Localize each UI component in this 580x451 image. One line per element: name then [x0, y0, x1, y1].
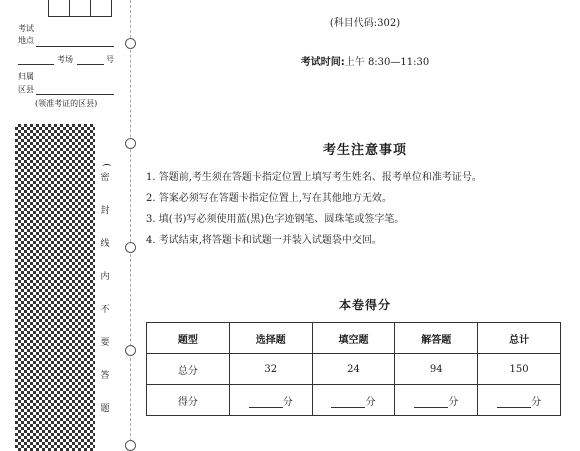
- subject-code: (科目代码:302): [329, 18, 401, 29]
- exam-site-label-2: 地点: [18, 36, 34, 45]
- notice-item: 2. 答案必须写在答题卡指定位置上,写在其他地方无效。: [146, 193, 392, 204]
- score-table: [146, 322, 561, 416]
- table-cell: 94: [395, 354, 478, 385]
- seal-char: (: [101, 163, 111, 167]
- exam-time-value: 上午 8:30—11:30: [344, 57, 430, 68]
- unit-label: 分: [365, 396, 376, 408]
- notice-item: 1. 答题前,考生须在答题卡指定位置上填写考生姓名、报考单位和准考证号。: [146, 172, 482, 183]
- score-title: 本卷得分: [338, 298, 391, 312]
- table-row: [147, 354, 561, 385]
- seal-char: 不: [100, 305, 110, 315]
- binding-hole: [125, 38, 136, 49]
- notice-title: 考生注意事项: [322, 143, 407, 158]
- notice-item: 3. 填(书)写必须使用蓝(黑)色字迹钢笔、圆珠笔或签字笔。: [146, 214, 405, 225]
- binding-hole: [125, 440, 136, 451]
- score-blank-cell[interactable]: [478, 385, 561, 416]
- table-cell: 得分: [147, 385, 230, 416]
- number-blank[interactable]: [77, 64, 104, 65]
- unit-label: 分: [282, 396, 293, 408]
- seal-char: 答: [100, 371, 110, 381]
- table-cell: 总分: [147, 354, 230, 385]
- table-cell: 24: [312, 354, 395, 385]
- table-cell: 32: [229, 354, 312, 385]
- seal-char: 要: [100, 338, 110, 348]
- district-label: 归属: [18, 72, 34, 81]
- number-label: 号: [106, 55, 114, 64]
- exam-site-label: 考试: [18, 24, 34, 33]
- column-header: 题型: [147, 323, 230, 354]
- exam-time: [150, 53, 580, 68]
- seal-char: 内: [100, 272, 110, 282]
- score-blank-cell[interactable]: [312, 385, 395, 416]
- unit-label: 分: [531, 396, 542, 408]
- binding-hole: [125, 138, 136, 149]
- binding-line: [130, 0, 131, 451]
- column-header: 总计: [478, 323, 561, 354]
- score-blank-cell[interactable]: [229, 385, 312, 416]
- exam-site-blank[interactable]: [36, 46, 114, 47]
- seal-char: 题: [100, 404, 110, 414]
- column-header: 解答题: [395, 323, 478, 354]
- candidate-id-boxes: [48, 0, 112, 17]
- column-header: 填空题: [312, 323, 395, 354]
- seal-line-notice: [99, 158, 111, 436]
- district-note: (领准考证的区县): [35, 99, 98, 108]
- district-label-2: 区县: [18, 85, 34, 94]
- score-blank-cell[interactable]: [395, 385, 478, 416]
- district-blank[interactable]: [36, 94, 114, 95]
- exam-time-label: 考试时间:: [300, 57, 345, 68]
- table-row: [147, 385, 561, 416]
- seal-char: 线: [100, 239, 110, 249]
- room-label: 考场: [57, 55, 73, 64]
- seal-char: 封: [100, 206, 110, 216]
- binding-hole: [125, 345, 136, 356]
- seal-char: 密: [100, 173, 110, 183]
- notice-list: [146, 167, 576, 251]
- unit-label: 分: [448, 396, 459, 408]
- room-blank[interactable]: [18, 64, 54, 65]
- table-header-row: [147, 323, 561, 354]
- table-cell: 150: [478, 354, 561, 385]
- binding-hole: [125, 242, 136, 253]
- security-pattern: [15, 124, 95, 451]
- column-header: 选择题: [229, 323, 312, 354]
- notice-item: 4. 考试结束,将答题卡和试题一并装入试题袋中交回。: [146, 235, 382, 246]
